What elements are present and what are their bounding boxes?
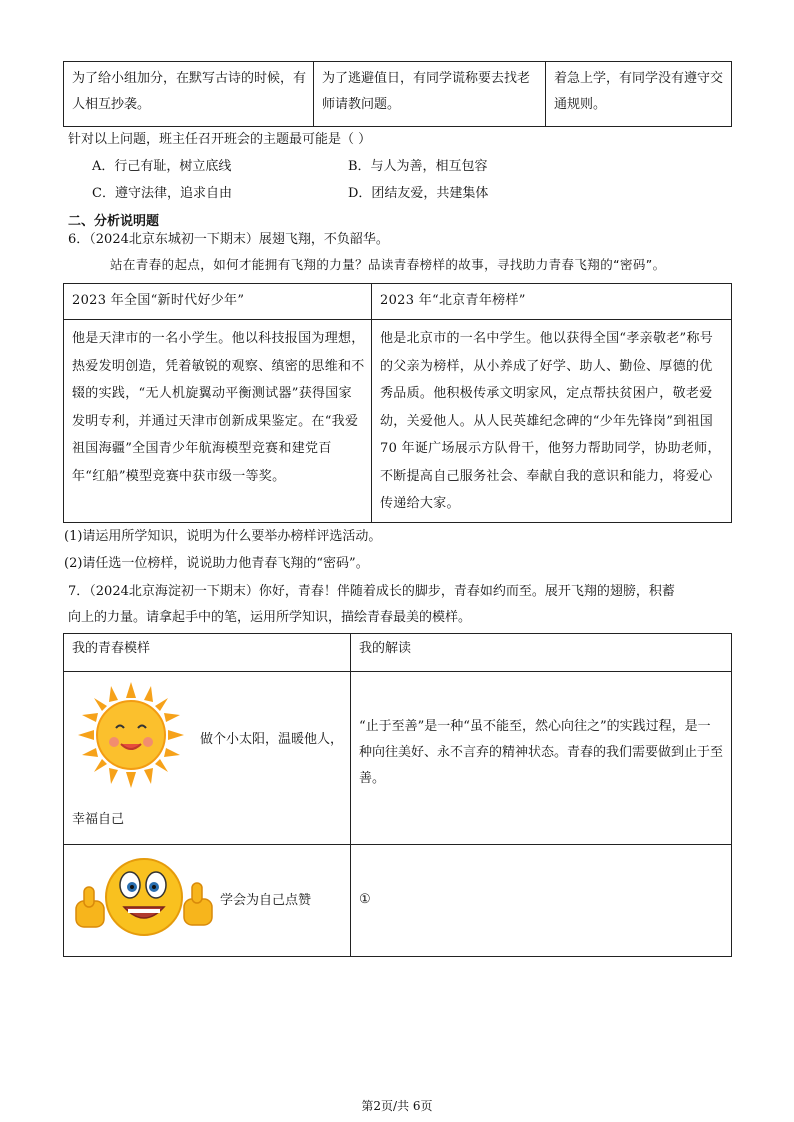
question-7-stem-line2: 向上的力量。请拿起手中的笔，运用所学知识，描绘青春最美的模样。 — [68, 610, 472, 625]
question-6-sub2: (2)请任选一位榜样，说说助力他青春飞翔的“密码”。 — [64, 556, 369, 571]
youth-row-1-label-a: 做个小太阳，温暖他人， — [200, 732, 344, 747]
role-model-description: 他是北京市的一名中学生。他以获得全国“孝亲敬老”称号的父亲为榜样，从小养成了好学、助人、勤俭、厚德的优秀品质。他积极传承文明家风，定点帮扶贫困户，敬老爱幼，关爱他人。从人民英雄纪念碑的“少年先锋岗”到祖国 70 年诞广场展示方队骨干，他努力帮助同学，协助老师，不断提高自己服务社会、奉献自我的意识和能力，将爱心传递给大家。 — [372, 320, 732, 523]
sun-icon — [76, 680, 186, 790]
smiley-thumbs-up-icon — [70, 851, 218, 943]
table-header: 我的解读 — [351, 634, 732, 672]
question-7-stem-line1: 7．（2024北京海淀初一下期末）你好，青春！伴随着成长的脚步，青春如约而至。展开飞翔的翅膀，积蓄 — [68, 584, 675, 599]
question-5-stem: 针对以上问题，班主任召开班会的主题最可能是（ ） — [68, 132, 372, 147]
option-b[interactable]: B．与人为善，相互包容 — [348, 159, 488, 174]
youth-table — [63, 633, 732, 957]
youth-row-1-left — [64, 672, 351, 845]
youth-row-2-label: 学会为自己点赞 — [220, 893, 312, 908]
youth-row-1-right: “止于至善”是一种“虽不能至，然心向往之”的实践过程，是一种向往美好、永不言弃的精神状态。青春的我们需要做到止于至善。 — [351, 672, 732, 845]
youth-row-1-label-b: 幸福自己 — [72, 812, 125, 827]
youth-row-2-right[interactable]: ① — [351, 845, 732, 957]
option-d[interactable]: D．团结友爱，共建集体 — [348, 186, 489, 201]
table-header: 2023 年全国“新时代好少年” — [64, 284, 372, 320]
role-model-description: 他是天津市的一名小学生。他以科技报国为理想，热爱发明创造，凭着敏锐的观察、缜密的思维和不辍的实践，“无人机旋翼动平衡测试器”获得国家发明专利，并通过天津市创新成果鉴定。在“我爱祖国海疆”全国青少年航海模型竞赛和建党百年“红船”模型竞赛中获市级一等奖。 — [64, 320, 372, 523]
youth-row-2-left — [64, 845, 351, 957]
option-a[interactable]: A．行己有耻，树立底线 — [92, 159, 232, 174]
scenario-table — [63, 61, 732, 127]
role-model-table — [63, 283, 732, 523]
question-6-intro: 站在青春的起点，如何才能拥有飞翔的力量？品读青春榜样的故事，寻找助力青春飞翔的“密码”。 — [110, 257, 666, 272]
section-title: 二、分析说明题 — [68, 214, 160, 229]
table-header: 我的青春模样 — [64, 634, 351, 672]
page-footer: 第2页/共 6页 — [361, 1099, 433, 1113]
scenario-cell: 着急上学，有同学没有遵守交通规则。 — [546, 62, 732, 127]
question-6-sub1: (1)请运用所学知识，说明为什么要举办榜样评选活动。 — [64, 529, 382, 544]
option-c[interactable]: C．遵守法律，追求自由 — [92, 186, 232, 201]
scenario-cell: 为了给小组加分，在默写古诗的时候，有人相互抄袭。 — [64, 62, 314, 127]
scenario-cell: 为了逃避值日，有同学谎称要去找老师请教问题。 — [314, 62, 546, 127]
question-6-stem: 6．（2024北京东城初一下期末）展翅飞翔，不负韶华。 — [68, 232, 389, 247]
table-header: 2023 年“北京青年榜样” — [372, 284, 732, 320]
